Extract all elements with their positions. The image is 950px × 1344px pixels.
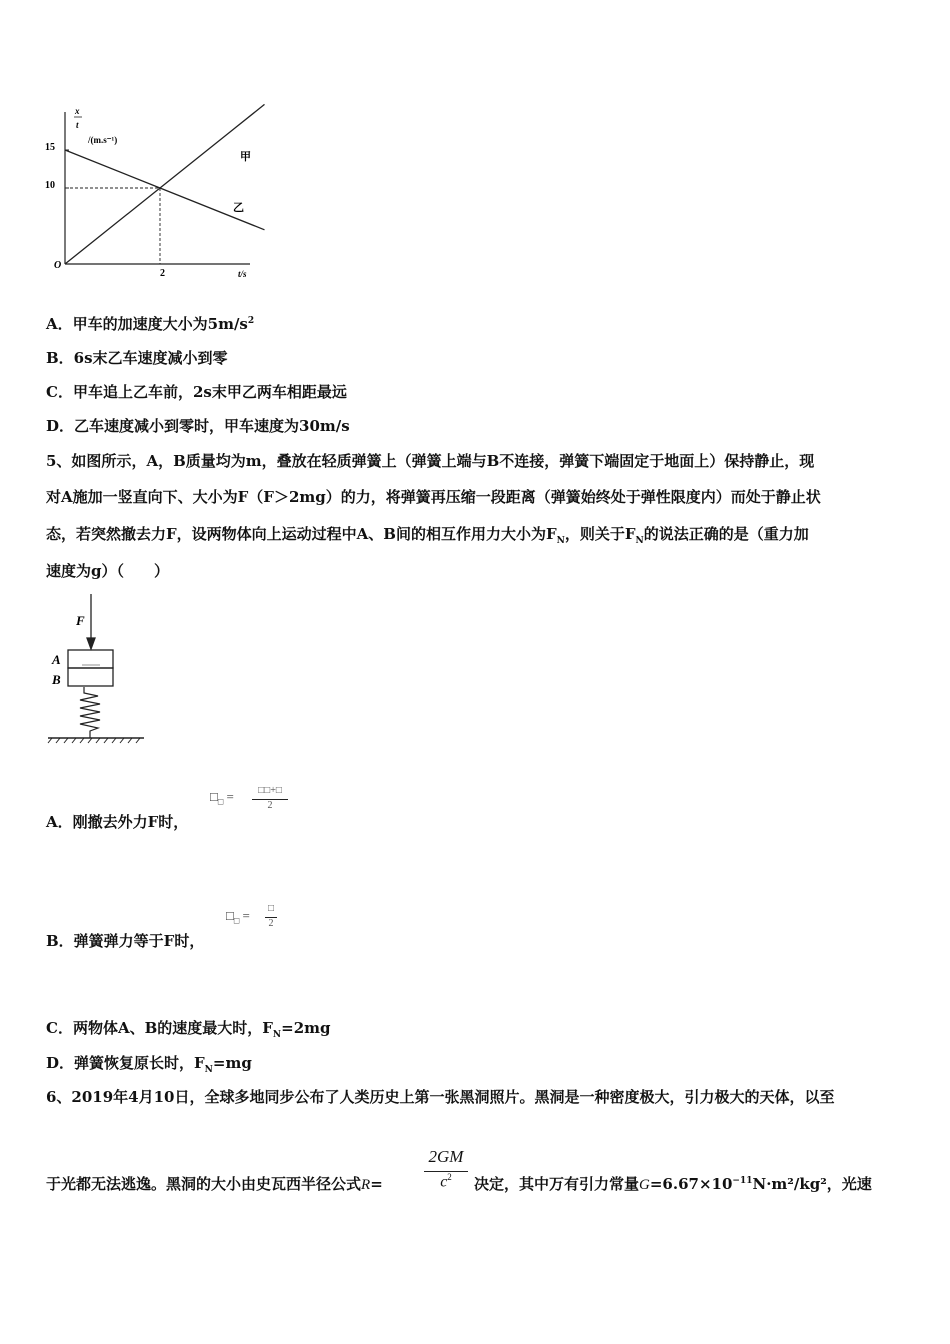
y-tick-15: 15: [45, 142, 55, 153]
block-b: [68, 668, 113, 686]
velocity-time-graph: [40, 100, 270, 280]
q5-option-c: C．两物体A、B的速度最大时，$F_N=2mg$: [46, 1019, 331, 1040]
spring: [80, 687, 100, 738]
q4-option-a: A．甲车的加速度大小为$5m/s^2$: [46, 315, 255, 333]
q6-line2-rest: 决定，其中万有引力常量$G=6.67\times 10^{-11}N\cdot m^2$/kg²，光速: [474, 1175, 872, 1193]
q5-stem-line3: 态，若突然撤去力F，设两物体向上运动过程中A、B间的相互作用力大小为$F_N$，则关于$F_N$的说法正确的是（重力加: [46, 525, 809, 546]
series-line-jia: [65, 104, 265, 264]
q5-option-b-formula-den: 2: [268, 918, 274, 929]
y-unit-label: /(m.s⁻¹): [88, 135, 118, 145]
q5-option-a-formula-num: □□+□: [258, 785, 282, 796]
q4-option-b: B．6s末乙车速度减小到零: [46, 349, 228, 367]
q6-formula-denominator: $c^2$: [440, 1172, 452, 1191]
y-tick-10: 10: [45, 180, 55, 191]
line-yi-label: 乙: [233, 201, 244, 214]
q6-line2: 于光都无法逃逸。黑洞的大小由史瓦西半径公式R=: [46, 1175, 383, 1193]
q6-line1: 6、2019年4月10日，全球多地同步公布了人类历史上第一张黑洞照片。黑洞是一种密度极大，引力极大的天体，以至: [46, 1088, 835, 1106]
q5-option-b-formula-num: □: [267, 903, 275, 914]
q5-stem-line4: 速度为g）（ ）: [46, 562, 169, 580]
spring-blocks-figure: [44, 592, 148, 744]
q4-option-c: C．甲车追上乙车前，2s末甲乙两车相距最远: [46, 383, 347, 401]
q4-option-d: D．乙车速度减小到零时，甲车速度为30m/s: [46, 417, 350, 435]
q5-option-d: D．弹簧恢复原长时，$F_N=mg$: [46, 1054, 252, 1075]
y-axis-label-top: x: [75, 106, 80, 116]
series-line-yi: [65, 150, 265, 230]
x-axis-label: t/s: [238, 269, 247, 279]
block-b-label: B: [52, 672, 61, 687]
force-arrow-head: [87, 638, 95, 649]
q5-option-a-formula-left: $□_□$ =: [210, 789, 234, 807]
q5-option-b: B．弹簧弹力等于F时，: [46, 932, 205, 950]
x-tick-2: 2: [160, 268, 165, 279]
q5-option-a: A．刚撤去外力F时，: [46, 813, 189, 831]
q5-stem-line1: 5、如图所示，A，B质量均为m，叠放在轻质弹簧上（弹簧上端与B不连接，弹簧下端固定于地面上）保持静止，现: [46, 452, 815, 470]
line-jia-label: 甲: [240, 150, 251, 163]
q5-stem-line2: 对A施加一竖直向下、大小为F（F＞2mg）的力，将弹簧再压缩一段距离（弹簧始终处于弹性限度内）而处于静止状: [46, 488, 821, 506]
q5-option-b-formula-left: $□_□$ =: [226, 908, 250, 926]
origin-label: O: [54, 260, 62, 271]
q6-formula-numerator: 2GM: [428, 1147, 464, 1166]
y-axis-label-bottom: t: [76, 120, 79, 130]
force-label: F: [76, 613, 85, 628]
block-a-label: A: [52, 652, 61, 667]
q5-option-a-formula-den: 2: [267, 800, 273, 811]
